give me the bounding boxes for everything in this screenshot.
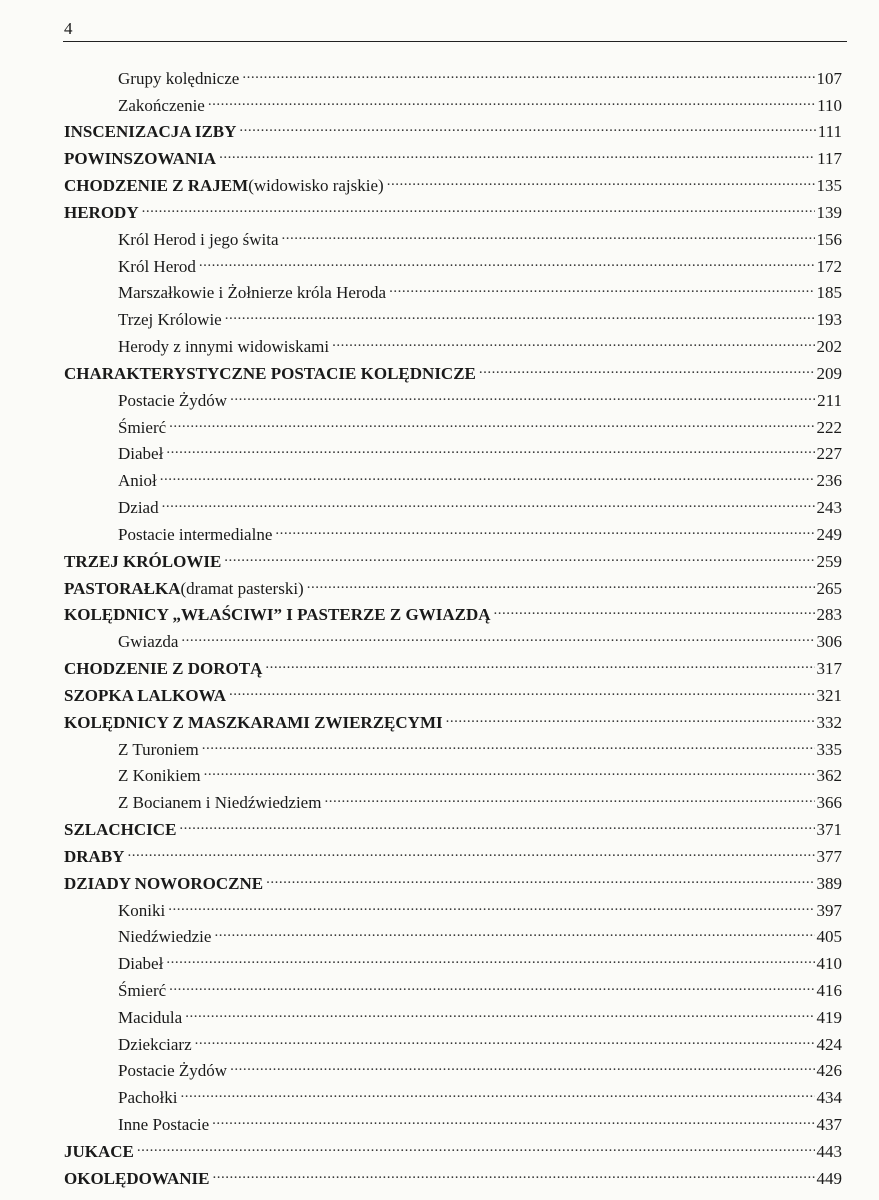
toc-entry-title: Postacie intermedialne (118, 524, 273, 544)
toc-entry-main (64, 191, 842, 222)
dot-leader (162, 486, 815, 513)
dot-leader (179, 808, 814, 835)
toc-entry-title: KOLĘDNICY Z MASZKARAMI ZWIERZĘCYMI (64, 712, 443, 732)
toc-entry-subtitle: (dramat pasterski) (180, 578, 304, 598)
dot-leader (169, 969, 814, 996)
toc-entry-main (64, 1130, 842, 1161)
dot-leader (204, 755, 815, 782)
toc-entry-title: SZLACHCICE (64, 820, 177, 840)
dot-leader (225, 298, 815, 325)
dot-leader (199, 245, 815, 272)
dot-leader (266, 862, 814, 889)
dot-leader (160, 459, 815, 486)
table-of-contents (64, 57, 842, 1188)
toc-entry-sub (64, 996, 842, 1027)
dot-leader (166, 433, 814, 460)
dot-leader (195, 1023, 815, 1050)
dot-leader (446, 701, 815, 728)
toc-entry-page: 227 (816, 444, 842, 464)
toc-entry-page: 332 (816, 712, 842, 732)
toc-entry-sub (64, 513, 842, 544)
toc-entry-title: Śmierć (118, 417, 167, 437)
toc-entry-sub (64, 889, 842, 920)
toc-entry-page: 107 (816, 68, 842, 88)
dot-leader (127, 835, 814, 862)
toc-entry-page: 209 (816, 363, 842, 383)
toc-entry-page: 236 (816, 471, 842, 491)
toc-entry-title: Koniki (118, 900, 166, 920)
toc-entry-title: Dziad (118, 498, 159, 518)
dot-leader (208, 84, 815, 111)
toc-entry-sub (64, 1076, 842, 1108)
dot-leader (387, 164, 815, 191)
toc-entry-page: 222 (816, 417, 842, 437)
toc-entry-main (64, 808, 842, 840)
toc-entry-title: Herody z innymi widowiskami (118, 337, 330, 357)
dot-leader (275, 513, 814, 540)
dot-leader (168, 889, 814, 916)
toc-entry-page: 185 (816, 283, 842, 303)
toc-entry-sub (64, 459, 842, 491)
dot-leader (181, 620, 814, 647)
dot-leader (214, 916, 814, 943)
toc-entry-page: 419 (816, 1007, 842, 1027)
toc-entry-title: DRABY (64, 846, 125, 866)
toc-entry-title: Niedźwiedzie (118, 927, 212, 947)
toc-entry-page: 397 (816, 900, 842, 920)
dot-leader (307, 567, 815, 594)
toc-entry-page: 139 (816, 202, 842, 222)
toc-entry-title: Z Bocianem i Niedźwiedziem (118, 793, 322, 813)
toc-entry-page: 283 (816, 605, 842, 625)
toc-entry-title: TRZEJ KRÓLOWIE (64, 551, 222, 571)
toc-entry-page: 366 (816, 793, 842, 813)
toc-entry-sub (64, 57, 842, 88)
toc-entry-title: Pachołki (118, 1088, 178, 1108)
toc-entry-page: 449 (816, 1168, 842, 1188)
toc-entry-title: Diabeł (118, 954, 164, 974)
toc-entry-page: 434 (816, 1088, 842, 1108)
header-rule (63, 41, 847, 42)
dot-leader (212, 1157, 814, 1184)
dot-leader (142, 191, 815, 218)
toc-entry-title: PASTORAŁKA (64, 578, 181, 598)
toc-entry-sub (64, 486, 842, 518)
toc-entry-title: KOLĘDNICY „WŁAŚCIWI” I PASTERZE Z GWIAZDĄ (64, 605, 491, 625)
toc-entry-title: Postacie Żydów (118, 390, 228, 410)
toc-entry-sub (64, 218, 842, 249)
toc-entry-page: 371 (816, 820, 842, 840)
toc-entry-title: Marszałkowie i Żołnierze króla Heroda (118, 283, 387, 303)
toc-entry-title: OKOLĘDOWANIE (64, 1168, 210, 1188)
toc-entry-page: 202 (816, 337, 842, 357)
dot-leader (332, 325, 814, 352)
dot-leader (324, 781, 814, 808)
toc-entry-page: 156 (816, 229, 842, 249)
dot-leader (282, 218, 815, 245)
dot-leader (181, 1076, 815, 1103)
toc-entry-page: 193 (816, 310, 842, 330)
dot-leader (230, 379, 815, 406)
toc-entry-sub (64, 969, 842, 1000)
toc-entry-page: 111 (817, 122, 842, 142)
toc-entry-title: SZOPKA LALKOWA (64, 685, 227, 705)
toc-entry-title: INSCENIZACJA IZBY (64, 122, 237, 142)
toc-entry-page: 416 (816, 980, 842, 1000)
dot-leader (229, 674, 814, 701)
toc-entry-sub (64, 620, 842, 652)
dot-leader (230, 1050, 814, 1077)
toc-entry-title: DZIADY NOWOROCZNE (64, 873, 264, 893)
dot-leader (265, 647, 814, 674)
dot-leader (202, 728, 815, 755)
toc-entry-sub (64, 406, 842, 437)
toc-entry-page: 377 (816, 846, 842, 866)
toc-entry-title: POWINSZOWANIA (64, 149, 217, 169)
dot-leader (224, 540, 814, 567)
dot-leader (239, 111, 815, 138)
toc-entry-page: 110 (817, 95, 842, 115)
toc-entry-title: Dziekciarz (118, 1034, 192, 1054)
toc-entry-sub (64, 942, 842, 974)
toc-entry-title: Postacie Żydów (118, 1061, 228, 1081)
toc-entry-sub (64, 1103, 842, 1135)
dot-leader (389, 272, 814, 299)
toc-entry-main (64, 1157, 842, 1188)
dot-leader (494, 594, 815, 621)
toc-entry-page: 259 (816, 551, 842, 571)
toc-entry-title: Grupy kolędnicze (118, 68, 240, 88)
toc-entry-page: 443 (816, 1141, 842, 1161)
toc-entry-title: JUKACE (64, 1141, 134, 1161)
dot-leader (479, 352, 815, 379)
toc-entry-sub (64, 433, 842, 464)
toc-entry-title: Gwiazda (118, 632, 179, 652)
toc-entry-page: 243 (816, 498, 842, 518)
dot-leader (185, 996, 814, 1023)
toc-entry-page: 211 (817, 390, 842, 410)
toc-entry-main (64, 862, 842, 893)
toc-entry-page: 172 (816, 256, 842, 276)
toc-entry-title: Zakończenie (118, 95, 205, 115)
dot-leader (219, 137, 815, 164)
toc-entry-page: 410 (816, 954, 842, 974)
toc-entry-title: Inne Postacie (118, 1115, 210, 1135)
toc-entry-page: 117 (817, 149, 842, 169)
toc-entry-main (64, 835, 842, 866)
toc-entry-page: 424 (816, 1034, 842, 1054)
toc-entry-page: 389 (816, 873, 842, 893)
toc-entry-page: 135 (816, 176, 842, 196)
toc-entry-page: 249 (816, 524, 842, 544)
toc-entry-page: 317 (816, 659, 842, 679)
toc-entry-title: Król Herod (118, 256, 196, 276)
toc-entry-title: Z Konikiem (118, 766, 201, 786)
dot-leader (137, 1130, 815, 1157)
dot-leader (166, 942, 814, 969)
toc-entry-page: 437 (816, 1115, 842, 1135)
toc-entry-title: Macidula (118, 1007, 183, 1027)
toc-entry-title: CHODZENIE Z RAJEM (64, 176, 249, 196)
toc-entry-title: CHARAKTERYSTYCZNE POSTACIE KOLĘDNICZE (64, 363, 476, 383)
toc-entry-title: Śmierć (118, 980, 167, 1000)
toc-entry-title: Król Herod i jego świta (118, 229, 279, 249)
toc-entry-title: Trzej Królowie (118, 310, 222, 330)
toc-entry-main (64, 647, 842, 679)
toc-entry-title: HERODY (64, 202, 139, 222)
dot-leader (242, 57, 814, 84)
toc-entry-page: 362 (816, 766, 842, 786)
toc-entry-page: 265 (816, 578, 842, 598)
toc-entry-page: 426 (816, 1061, 842, 1081)
dot-leader (212, 1103, 814, 1130)
toc-entry-page: 335 (816, 739, 842, 759)
toc-entry-title: Anioł (118, 471, 157, 491)
toc-entry-title: Z Turoniem (118, 739, 199, 759)
toc-entry-page: 306 (816, 632, 842, 652)
toc-entry-title: Diabeł (118, 444, 164, 464)
page-number: 4 (64, 19, 73, 38)
toc-entry-sub (64, 916, 842, 947)
toc-entry-page: 405 (816, 927, 842, 947)
toc-entry-subtitle: (widowisko rajskie) (248, 176, 384, 196)
toc-entry-title: CHODZENIE Z DOROTĄ (64, 659, 263, 679)
dot-leader (169, 406, 814, 433)
toc-entry-page: 321 (816, 685, 842, 705)
